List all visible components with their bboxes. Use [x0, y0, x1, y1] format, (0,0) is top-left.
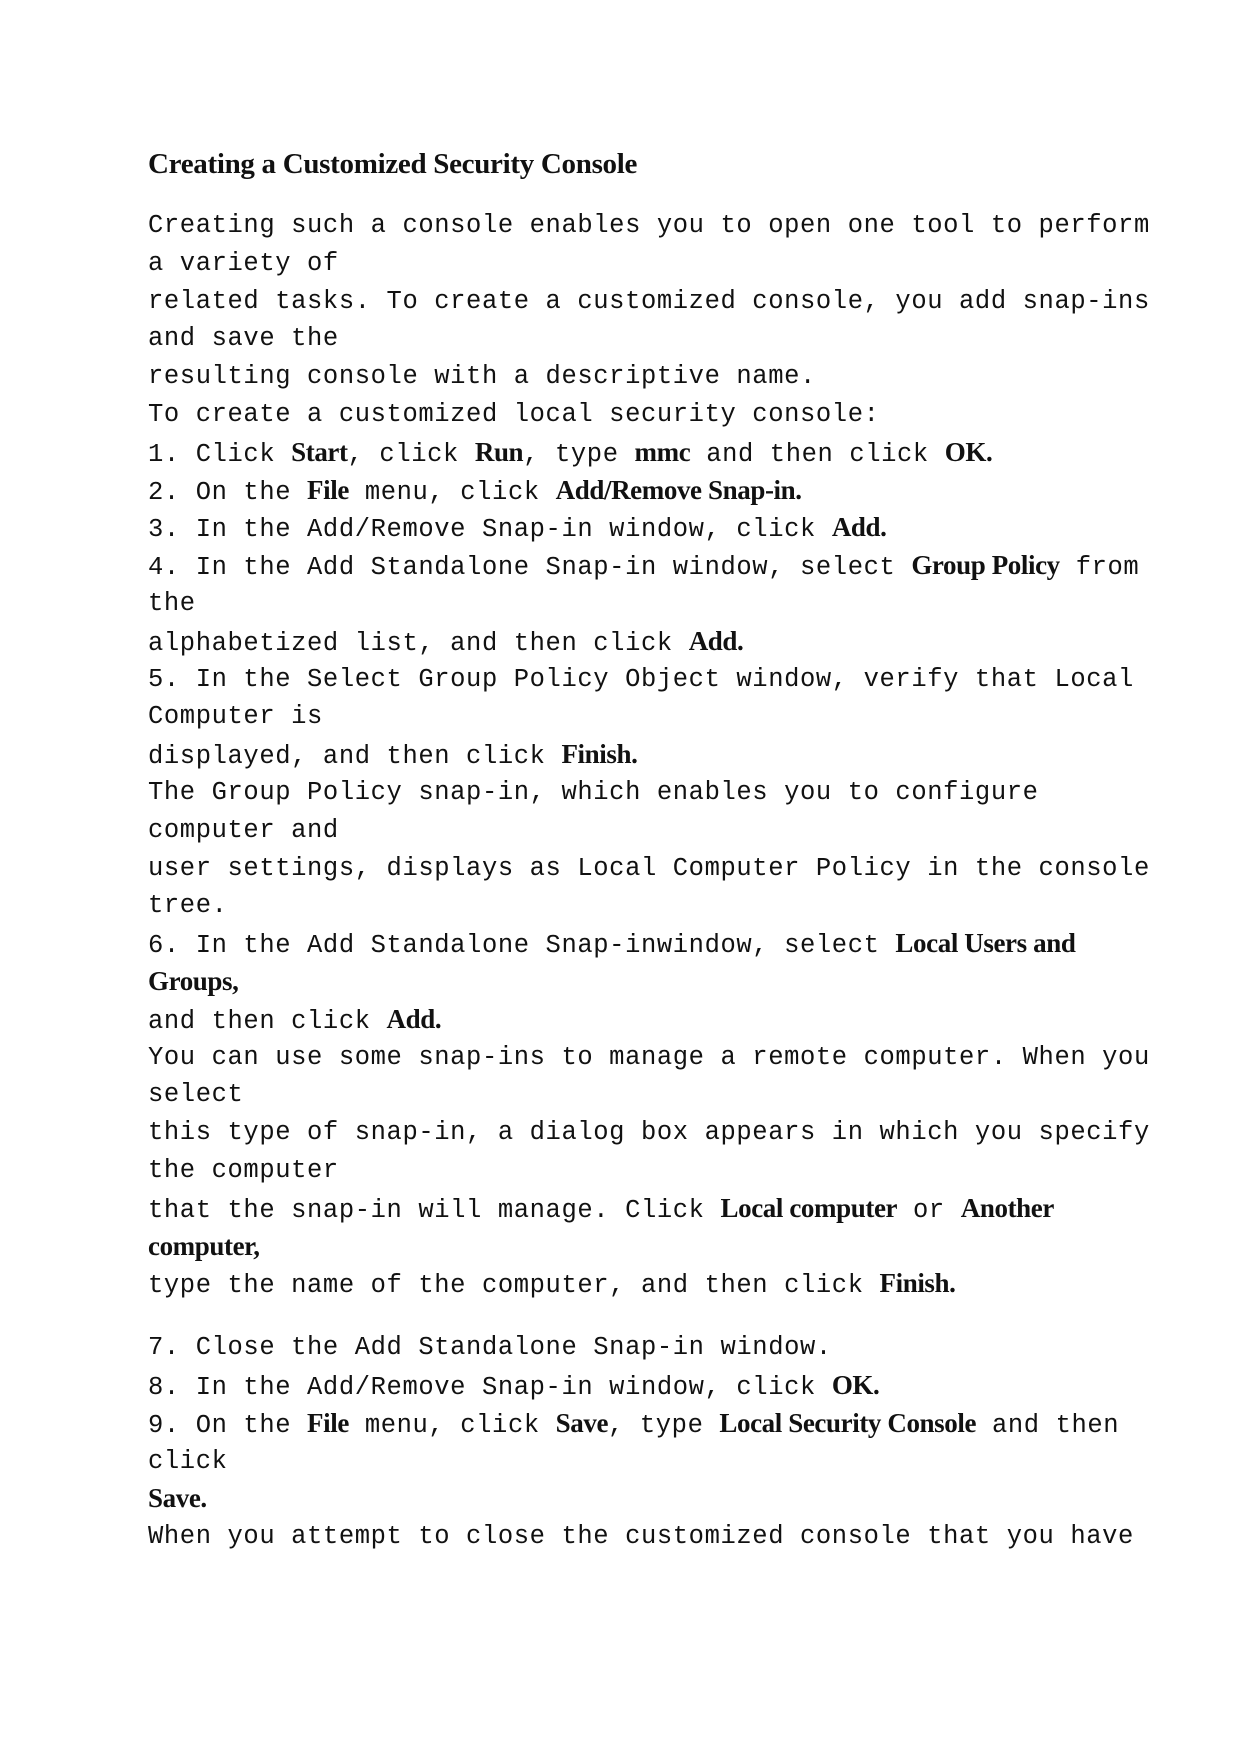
text-segment: Creating such a console enables you to open one tool to perform: [148, 211, 1150, 240]
text-segment: alphabetized list, and then click: [148, 628, 689, 658]
text-segment: The Group Policy snap-in, which enables you to configure: [148, 777, 1039, 807]
bold-text: Local computer: [720, 1192, 898, 1223]
text-line: [148, 850, 1148, 888]
text-line: [148, 585, 1148, 623]
text-line: [148, 434, 1148, 472]
document-body: [148, 207, 1148, 1556]
text-segment: or: [897, 1195, 961, 1225]
text-segment: 6. In the Add Standalone Snap-inwindow, select: [148, 931, 896, 961]
text-line: [148, 698, 1148, 736]
text-segment: that the snap-in will manage. Click: [148, 1195, 721, 1225]
text-line: [148, 1265, 1148, 1303]
text-segment: the computer: [148, 1155, 339, 1185]
text-line: [148, 396, 1148, 434]
text-segment: displayed, and then click: [148, 742, 562, 772]
text-line: [148, 1228, 1148, 1266]
text-line: [148, 736, 1148, 774]
text-line: [148, 283, 1148, 321]
text-segment: user settings, displays as Local Computer Policy in the console: [148, 853, 1150, 883]
text-segment: 1. Click: [148, 439, 292, 469]
bold-text: File: [307, 474, 349, 505]
text-line: [148, 1001, 1148, 1039]
text-segment: 2. On the: [148, 477, 308, 507]
text-segment: You can use some snap-ins to manage a remote computer. When you: [148, 1042, 1150, 1072]
bold-text: Local Security Console: [719, 1407, 977, 1438]
text-line: [148, 509, 1148, 547]
bold-text: computer,: [148, 1230, 260, 1261]
text-segment: the: [148, 588, 196, 618]
text-segment: a variety of: [148, 248, 339, 278]
text-segment: Computer is: [148, 702, 323, 732]
text-segment: 8. In the Add/Remove Snap-in window, click: [148, 1372, 832, 1402]
text-segment: 7. Close the Add Standalone Snap-in window.: [148, 1333, 832, 1363]
text-segment: computer and: [148, 815, 339, 845]
text-segment: , type: [523, 439, 635, 469]
bold-text: Another: [960, 1192, 1054, 1223]
bold-text: Save: [555, 1407, 609, 1438]
text-segment: select: [148, 1080, 244, 1110]
bold-text: Run: [474, 436, 524, 467]
bold-text: Save.: [148, 1483, 207, 1514]
text-line: [148, 963, 1148, 1001]
text-line: [148, 358, 1148, 396]
text-segment: this type of snap-in, a dialog box appears in which you specify: [148, 1118, 1150, 1148]
text-segment: menu, click: [348, 477, 556, 507]
text-segment: and then click: [690, 439, 945, 469]
text-line: [148, 1039, 1148, 1077]
text-line: [148, 887, 1148, 925]
text-line: [148, 245, 1148, 283]
text-line: [148, 1076, 1148, 1114]
bold-text: Add.: [831, 512, 887, 543]
text-line: [148, 1114, 1148, 1152]
text-line: [148, 623, 1148, 661]
bold-text: Add/Remove Snap-in.: [555, 474, 802, 505]
text-line: [148, 1367, 1148, 1405]
text-segment: 9. On the: [148, 1410, 308, 1440]
bold-text: Group Policy: [911, 550, 1060, 581]
text-segment: and then click: [148, 1006, 387, 1036]
bold-text: mmc: [634, 436, 691, 467]
text-segment: tree.: [148, 891, 228, 921]
text-line: [148, 207, 1148, 245]
text-line: [148, 1405, 1148, 1443]
text-line: [148, 547, 1148, 585]
text-line: [148, 812, 1148, 850]
text-segment: 5. In the Select Group Policy Object window, verify that Local: [148, 664, 1134, 694]
text-segment: from: [1059, 553, 1140, 583]
text-line: [148, 472, 1148, 510]
text-line: [148, 925, 1148, 963]
text-line: [148, 1443, 1148, 1481]
text-segment: , click: [347, 439, 475, 469]
text-segment: , type: [608, 1410, 720, 1440]
bold-text: Local Users and: [895, 928, 1076, 959]
text-segment: click: [148, 1446, 228, 1476]
bold-text: Add.: [688, 625, 744, 656]
bold-text: Finish.: [561, 739, 638, 770]
text-line: [148, 1152, 1148, 1190]
text-segment: When you attempt to close the customized console that you have: [148, 1522, 1134, 1552]
text-segment: type the name of the computer, and then click: [148, 1271, 880, 1301]
text-segment: and then: [976, 1410, 1120, 1440]
text-segment: To create a customized local security console:: [148, 399, 880, 429]
text-segment: and save the: [148, 324, 339, 354]
text-line: [148, 1480, 1148, 1518]
text-line: [148, 774, 1148, 812]
text-segment: menu, click: [348, 1410, 556, 1440]
text-line: [148, 1190, 1148, 1228]
bold-text: Groups,: [148, 965, 239, 996]
text-segment: related tasks. To create a customized console, you add snap-ins: [148, 286, 1150, 316]
bold-text: OK.: [944, 436, 993, 467]
text-line: [148, 1329, 1148, 1367]
text-line: [148, 320, 1148, 358]
bold-text: OK.: [831, 1369, 880, 1400]
blank-line: [148, 1303, 1148, 1329]
text-segment: resulting console with a descriptive name.: [148, 362, 816, 392]
text-segment: 4. In the Add Standalone Snap-in window, select: [148, 553, 912, 583]
bold-text: File: [307, 1407, 349, 1438]
text-segment: 3. In the Add/Remove Snap-in window, click: [148, 515, 832, 545]
bold-text: Start: [291, 436, 348, 467]
bold-text: Finish.: [879, 1268, 956, 1299]
text-line: [148, 661, 1148, 699]
document-title: Creating a Customized Security Console: [148, 148, 638, 180]
bold-text: Add.: [386, 1003, 442, 1034]
text-line: [148, 1518, 1148, 1556]
